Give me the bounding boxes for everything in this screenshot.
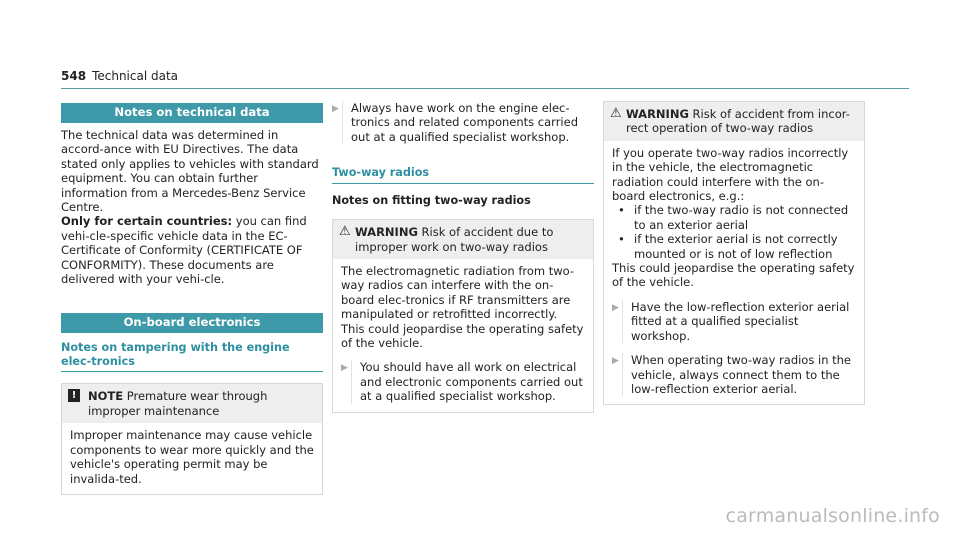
step-item — [612, 353, 856, 396]
warning-paragraph: The electromagnetic radiation from two-way radios can interfere with the on-board elec-tronics if RF transmitters are manipulated or retrofitted incorrectly. — [341, 263, 575, 322]
note-box — [61, 383, 323, 494]
section-bar-onboard-electronics: On-board electronics — [61, 313, 323, 333]
column-1 — [61, 103, 323, 495]
note-body: Improper maintenance may cause vehicle components to wear more quickly and the vehicle's operating permit may be invalida-ted. — [70, 428, 314, 486]
countries-text: you can find vehi-cle-specific vehicle data in the EC-Certificate of Conformity (CERTIFICATE OF CONFORMITY). These documents are delivered with your vehi-cle. — [61, 214, 307, 287]
warning-header — [333, 220, 593, 259]
page-header — [61, 69, 178, 83]
countries-paragraph — [61, 214, 323, 286]
warning-paragraph: This could jeopardise the operating safety of the vehicle. — [612, 261, 855, 290]
warning-paragraph: If you operate two-way radios incorrectly in the vehicle, the electromagnetic radiation could interfere with the on-board electronics, e.g.: — [612, 145, 849, 204]
step-arrow-icon: ▶ — [612, 302, 619, 313]
step-item — [612, 300, 856, 343]
countries-label: Only for certain countries: — [61, 214, 233, 229]
list-item: • if the two-way radio is not connected to an exterior aerial — [612, 203, 856, 232]
step-arrow-icon: ▶ — [341, 363, 348, 374]
note-header — [62, 384, 322, 423]
step-text: When operating two-way radios in the vehicle, always connect them to the low-reflection exterior aerial. — [622, 353, 856, 396]
page-number: 548 — [61, 69, 87, 83]
fitting-heading: Notes on fitting two-way radios — [332, 193, 531, 207]
section-title: Technical data — [92, 69, 179, 83]
warning-body — [333, 259, 593, 412]
tampering-heading: Notes on tampering with the engine elec-tronics — [61, 341, 323, 372]
warning-title: Risk of accident from incor-rect operation of two-way radios — [626, 107, 850, 136]
warning-triangle-icon: ⚠ — [339, 224, 351, 240]
section-bar-notes-technical-data: Notes on technical data — [61, 103, 323, 123]
step-arrow-icon: ▶ — [332, 104, 339, 114]
step-text: Have the low-reflection exterior aerial fitted at a qualified specialist workshop. — [622, 300, 856, 343]
watermark-brand: carmanualsonline.info — [725, 505, 940, 527]
warning-label: WARNING — [626, 107, 689, 121]
step-item — [341, 360, 585, 403]
warning-body — [604, 141, 864, 405]
warning-title: Risk of accident due to improper work on two-way radios — [355, 225, 554, 254]
step-item — [332, 101, 594, 144]
bullet-icon: • — [618, 232, 625, 247]
bullet-icon: • — [618, 203, 625, 218]
warning-label: WARNING — [355, 225, 418, 240]
column-3 — [603, 101, 865, 405]
note-exclamation-icon: ! — [68, 389, 80, 402]
warning-box — [332, 219, 594, 412]
warning-triangle-icon: ⚠ — [610, 106, 622, 121]
step-arrow-icon: ▶ — [612, 356, 619, 367]
warning-paragraph: This could jeopardise the operating safety of the vehicle. — [341, 321, 584, 350]
technical-data-paragraph: The technical data was determined in accord-ance with EU Directives. The data stated only applies to vehicles with standard equipment. You can obtain further information from a Mercedes-Benz Service Centre. — [61, 128, 319, 215]
header-divider — [61, 88, 909, 89]
two-way-radios-heading: Two-way radios — [332, 166, 594, 184]
warning-box — [603, 101, 865, 405]
note-title: Premature wear through improper maintenance — [88, 389, 268, 418]
note-label: NOTE — [88, 389, 124, 404]
step-text: You should have all work on electrical and electronic components carried out at a qualified specialist workshop. — [351, 360, 585, 403]
column-2 — [332, 101, 594, 413]
list-item: • if the exterior aerial is not correctly mounted or is not of low reflection — [612, 232, 856, 261]
step-text: Always have work on the engine elec-tronics and related components carried out at a qualified specialist workshop. — [342, 101, 594, 144]
warning-header — [604, 102, 864, 141]
